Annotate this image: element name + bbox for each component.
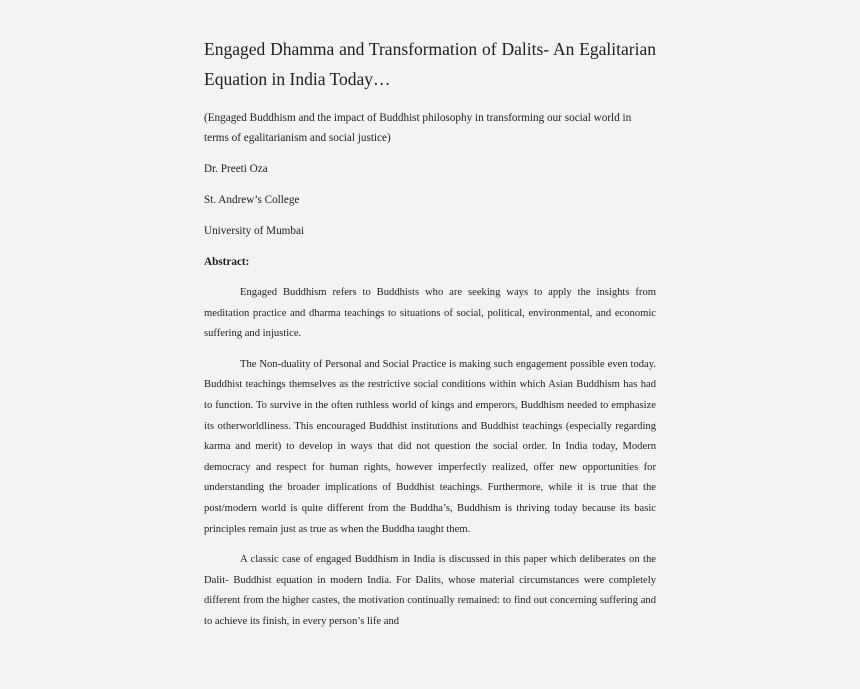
abstract-heading: Abstract: <box>204 256 250 268</box>
document-content <box>204 34 656 643</box>
document-subtitle: (Engaged Buddhism and the impact of Buddhist philosophy in transforming our social world in terms of egalitarianism and social justice) <box>204 112 632 144</box>
abstract-paragraph-3: A classic case of engaged Buddhism in India is discussed in this paper which deliberates on the Dalit- Buddhist equation in modern India. For Dalits, whose material circumstances were completely different from the higher castes, the motivation continually remained: to find out concerning suffering and to achieve its finish, in every person’s life and <box>204 554 656 627</box>
abstract-paragraph-2: The Non-duality of Personal and Social Practice is making such engagement possible even today. Buddhist teachings themselves as the restrictive social conditions within which Asian Buddhism has had to function. To survive in the often ruthless world of kings and emperors, Buddhism needed to emphasize its otherworldliness. This encouraged Buddhist institutions and Buddhist teachings (especially regarding karma and merit) to develop in ways that did not question the social order. In India today, Modern democracy and respect for human rights, however imperfectly realized, offer new opportunities for understanding the broader implications of Buddhist teachings. Furthermore, while it is true that the post/modern world is quite different from the Buddha’s, Buddhism is thriving today because its basic principles remain just as true as when the Buddha taught them. <box>204 358 656 535</box>
abstract-paragraph-1: Engaged Buddhism refers to Buddhists who are seeking ways to apply the insights from meditation practice and dharma teachings to situations of social, political, environmental, and economic suffering and injustice. <box>204 287 656 340</box>
document-title: Engaged Dhamma and Transformation of Dalits- An Egalitarian Equation in India Today… <box>204 39 656 89</box>
affiliation-university: University of Mumbai <box>204 225 305 237</box>
author-name: Dr. Preeti Oza <box>204 163 268 175</box>
affiliation-college: St. Andrew’s College <box>204 194 300 206</box>
